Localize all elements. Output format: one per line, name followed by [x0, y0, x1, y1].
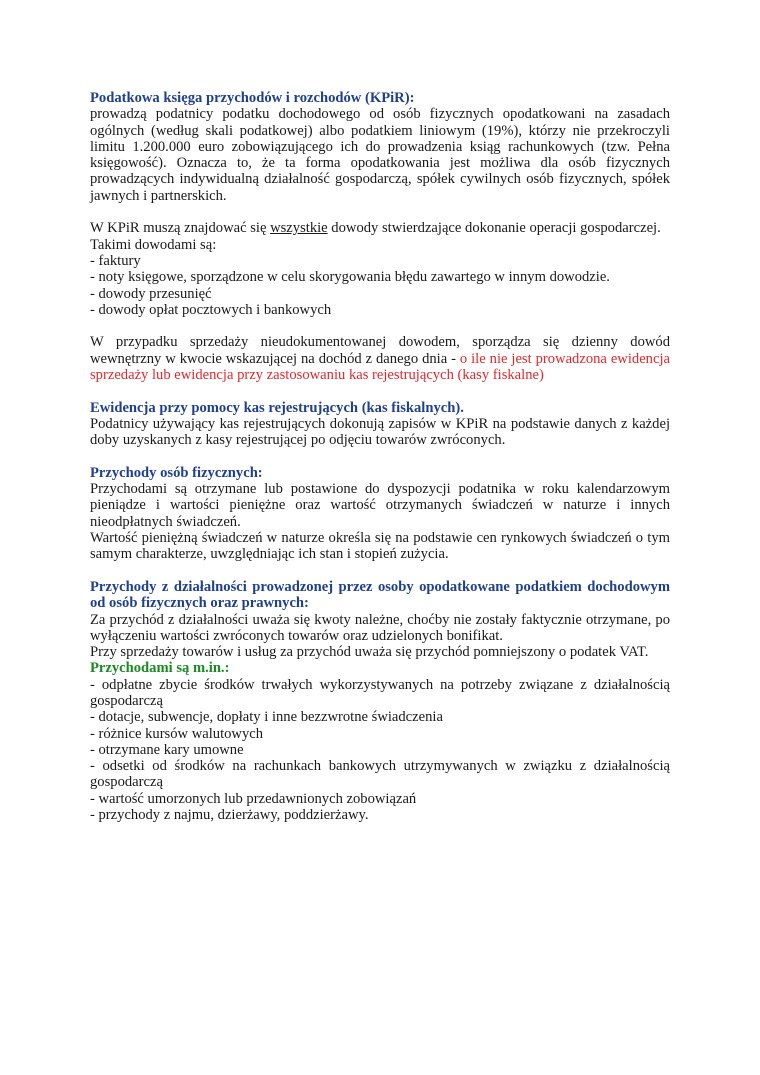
section-title-kpir: Podatkowa księga przychodów i rozchodów (KPiR): [90, 90, 415, 106]
spacer [90, 318, 670, 334]
evidence-sentence [90, 220, 670, 236]
list-item: - noty księgowe, sporządzone w celu skorygowania błędu zawartego w innym dowodzie. [90, 269, 610, 286]
list-item: - wartość umorzonych lub przedawnionych zobowiązań [90, 790, 417, 807]
spacer [90, 449, 670, 465]
evidence-text-before: W KPiR muszą znajdować się [90, 220, 271, 237]
section-title-cash-registers: Ewidencja przy pomocy kas rejestrujących (kas fiskalnych). [90, 399, 464, 416]
evidence-underlined-word: wszystkie [270, 220, 328, 237]
list-item: - otrzymane kary umowne [90, 741, 244, 758]
list-item: - odsetki od środków na rachunkach bankowych utrzymywanych w związku z działalnością gospodarczą [90, 758, 670, 791]
list-item: - dotacje, subwencje, dopłaty i inne bezzwrotne świadczenia [90, 709, 443, 726]
section-body-cash-registers: Podatnicy używający kas rejestrujących dokonują zapisów w KPiR na podstawie danych z każdej doby uzyskanych z kasy rejestrującej po odjęciu towarów zwróconych. [90, 415, 670, 449]
spacer [90, 563, 670, 579]
evidence-intro: Takimi dowodami są: [90, 236, 217, 253]
income-list-subtitle: Przychodami są m.in.: [90, 660, 230, 677]
section-body-personal-income-2: Wartość pieniężną świadczeń w naturze określa się na podstawie cen rynkowych świadczeń o tym samym charakterze, uwzględniając ich stan i stopień zużycia. [90, 530, 670, 563]
list-item: - dowody przesunięć [90, 285, 212, 302]
section-body-business-income-1: Za przychód z działalności uważa się kwoty należne, choćby nie zostały faktycznie otrzymane, po wyłączeniu wartości zwróconych towarów oraz udzielonych bonifikat. [90, 611, 670, 644]
section-body-business-income-2: Przy sprzedaży towarów i usług za przychód uważa się przychód pomniejszony o podatek VAT. [90, 644, 649, 661]
list-item: - faktury [90, 252, 141, 269]
section-title-business-income: Przychody z działalności prowadzonej przez osoby opodatkowane podatkiem dochodowym od osób fizycznych oraz prawnych: [90, 578, 670, 612]
undocumented-sales-text: W przypadku sprzedaży nieudokumentowanej dowodem, sporządza się dzienny dowód wewnętrzny w kwocie wskazującej na dochód z danego dnia - [90, 334, 670, 367]
list-item: - przychody z najmu, dzierżawy, poddzierżawy. [90, 807, 369, 824]
spacer [90, 383, 670, 399]
evidence-text-after: dowody stwierdzające dokonanie operacji gospodarczej. [327, 220, 661, 237]
section-body-personal-income-1: Przychodami są otrzymane lub postawione do dyspozycji podatnika w roku kalendarzowym pieniądze i wartości pieniężne oraz wartość otrzymanych świadczeń w naturze i innych nieodpłatnych świadczeń. [90, 481, 670, 530]
list-item: - dowody opłat pocztowych i bankowych [90, 301, 332, 318]
undocumented-sales-exception: o ile nie jest prowadzona ewidencja sprzedaży lub ewidencja przy zastosowaniu kas rejestrujących (kasy fiskalne) [90, 350, 670, 384]
list-item: - odpłatne zbycie środków trwałych wykorzystywanych na potrzeby związane z działalnością gospodarczą [90, 676, 670, 709]
section-body-kpir: prowadzą podatnicy podatku dochodowego od osób fizycznych opodatkowani na zasadach ogólnych (według skali podatkowej) albo podatkiem liniowym (19%), którzy nie przekroczyli limitu 1.200.000 euro zobowiązującego ich do prowadzenia ksiąg rachunkowych (tzw. Pełna księgowość). Oznacza to, że ta forma opodatkowania jest możliwa dla osób fizycznych prowadzących indywidualną działalność gospodarczą, spółek cywilnych osób fizycznych, spółek jawnych i partnerskich. [90, 106, 670, 204]
undocumented-sales-paragraph [90, 334, 670, 383]
list-item: - różnice kursów walutowych [90, 725, 264, 742]
section-title-personal-income: Przychody osób fizycznych: [90, 464, 263, 481]
spacer [90, 204, 670, 220]
